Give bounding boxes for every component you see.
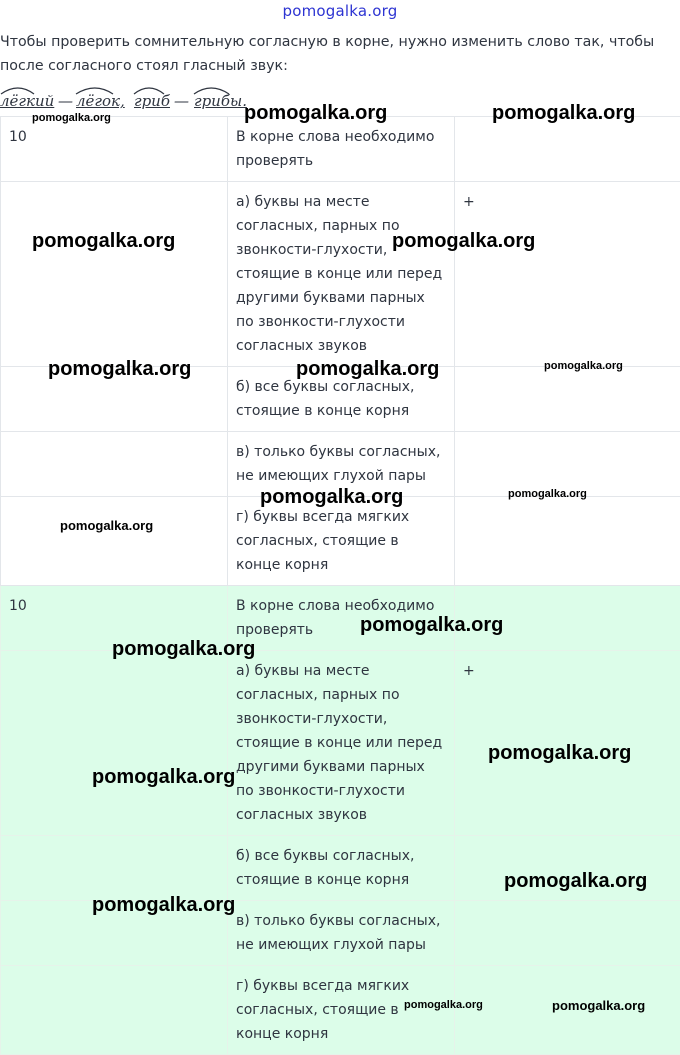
watermark: pomogalka.org bbox=[260, 486, 404, 508]
row-mark-cell bbox=[455, 117, 680, 182]
row-text-cell: В корне слова необходимо проверять bbox=[228, 586, 455, 651]
watermark: pomogalka.org bbox=[244, 102, 388, 124]
example-word-2: лёгок, bbox=[76, 92, 125, 110]
table-row bbox=[1, 182, 680, 367]
row-mark-cell bbox=[455, 901, 680, 966]
row-number-cell bbox=[1, 497, 228, 586]
row-text-cell: а) буквы на месте согласных, парных по звонкости-глухости, стоящие в конце или перед другими буквами парных по звонкости-глухости согласных звуков bbox=[228, 182, 455, 367]
row-text-cell: б) все буквы согласных, стоящие в конце корня bbox=[228, 367, 455, 432]
watermark: pomogalka.org bbox=[392, 230, 536, 252]
example-word-1: лёгкий bbox=[0, 92, 55, 110]
watermark: pomogalka.org bbox=[32, 112, 111, 124]
watermark: pomogalka.org bbox=[544, 360, 623, 372]
watermark: pomogalka.org bbox=[504, 870, 648, 892]
example-word-4: грибы. bbox=[194, 92, 247, 110]
row-number-cell: 10 bbox=[1, 117, 228, 182]
table-row bbox=[1, 586, 680, 651]
watermark: pomogalka.org bbox=[488, 742, 632, 764]
row-text-cell: а) буквы на месте согласных, парных по звонкости-глухости, стоящие в конце или перед другими буквами парных по звонкости-глухости согласных звуков bbox=[228, 651, 455, 836]
row-mark-cell bbox=[455, 367, 680, 432]
row-mark-cell: + bbox=[455, 651, 680, 836]
row-mark-cell bbox=[455, 497, 680, 586]
row-text-cell: г) буквы всегда мягких согласных, стоящие в конце корня bbox=[228, 497, 455, 586]
row-number-cell bbox=[1, 432, 228, 497]
example-dash-1: — bbox=[58, 92, 73, 110]
example-dash-2: — bbox=[174, 92, 189, 110]
watermark: pomogalka.org bbox=[508, 488, 587, 500]
row-text-cell: в) только буквы согласных, не имеющих глухой пары bbox=[228, 901, 455, 966]
intro-paragraph: Чтобы проверить сомнительную согласную в корне, нужно изменить слово так, чтобы после согласного стоял гласный звук: bbox=[0, 34, 655, 74]
watermark: pomogalka.org bbox=[92, 766, 236, 788]
row-number-cell bbox=[1, 966, 228, 1055]
watermark: pomogalka.org bbox=[296, 358, 440, 380]
row-number-cell bbox=[1, 836, 228, 901]
row-number-cell: 10 bbox=[1, 586, 228, 651]
table-row bbox=[1, 117, 680, 182]
watermark: pomogalka.org bbox=[404, 999, 483, 1011]
site-header-link[interactable]: pomogalka.org bbox=[282, 2, 398, 20]
watermark: pomogalka.org bbox=[552, 998, 646, 1013]
watermark: pomogalka.org bbox=[492, 102, 636, 124]
row-mark-cell bbox=[455, 432, 680, 497]
row-mark-cell: + bbox=[455, 182, 680, 367]
watermark: pomogalka.org bbox=[32, 230, 176, 252]
row-text-cell: б) все буквы согласных, стоящие в конце корня bbox=[228, 836, 455, 901]
watermark: pomogalka.org bbox=[60, 518, 154, 533]
row-text-cell: г) буквы всегда мягких согласных, стоящие в конце корня bbox=[228, 966, 455, 1055]
table-row bbox=[1, 497, 680, 586]
example-word-3: гриб bbox=[134, 92, 170, 110]
watermark: pomogalka.org bbox=[92, 894, 236, 916]
row-text-cell: в) только буквы согласных, не имеющих глухой пары bbox=[228, 432, 455, 497]
row-number-cell bbox=[1, 651, 228, 836]
watermark: pomogalka.org bbox=[360, 614, 504, 636]
watermark: pomogalka.org bbox=[48, 358, 192, 380]
row-text-cell: В корне слова необходимо проверять bbox=[228, 117, 455, 182]
watermark: pomogalka.org bbox=[112, 638, 256, 660]
row-number-cell bbox=[1, 182, 228, 367]
